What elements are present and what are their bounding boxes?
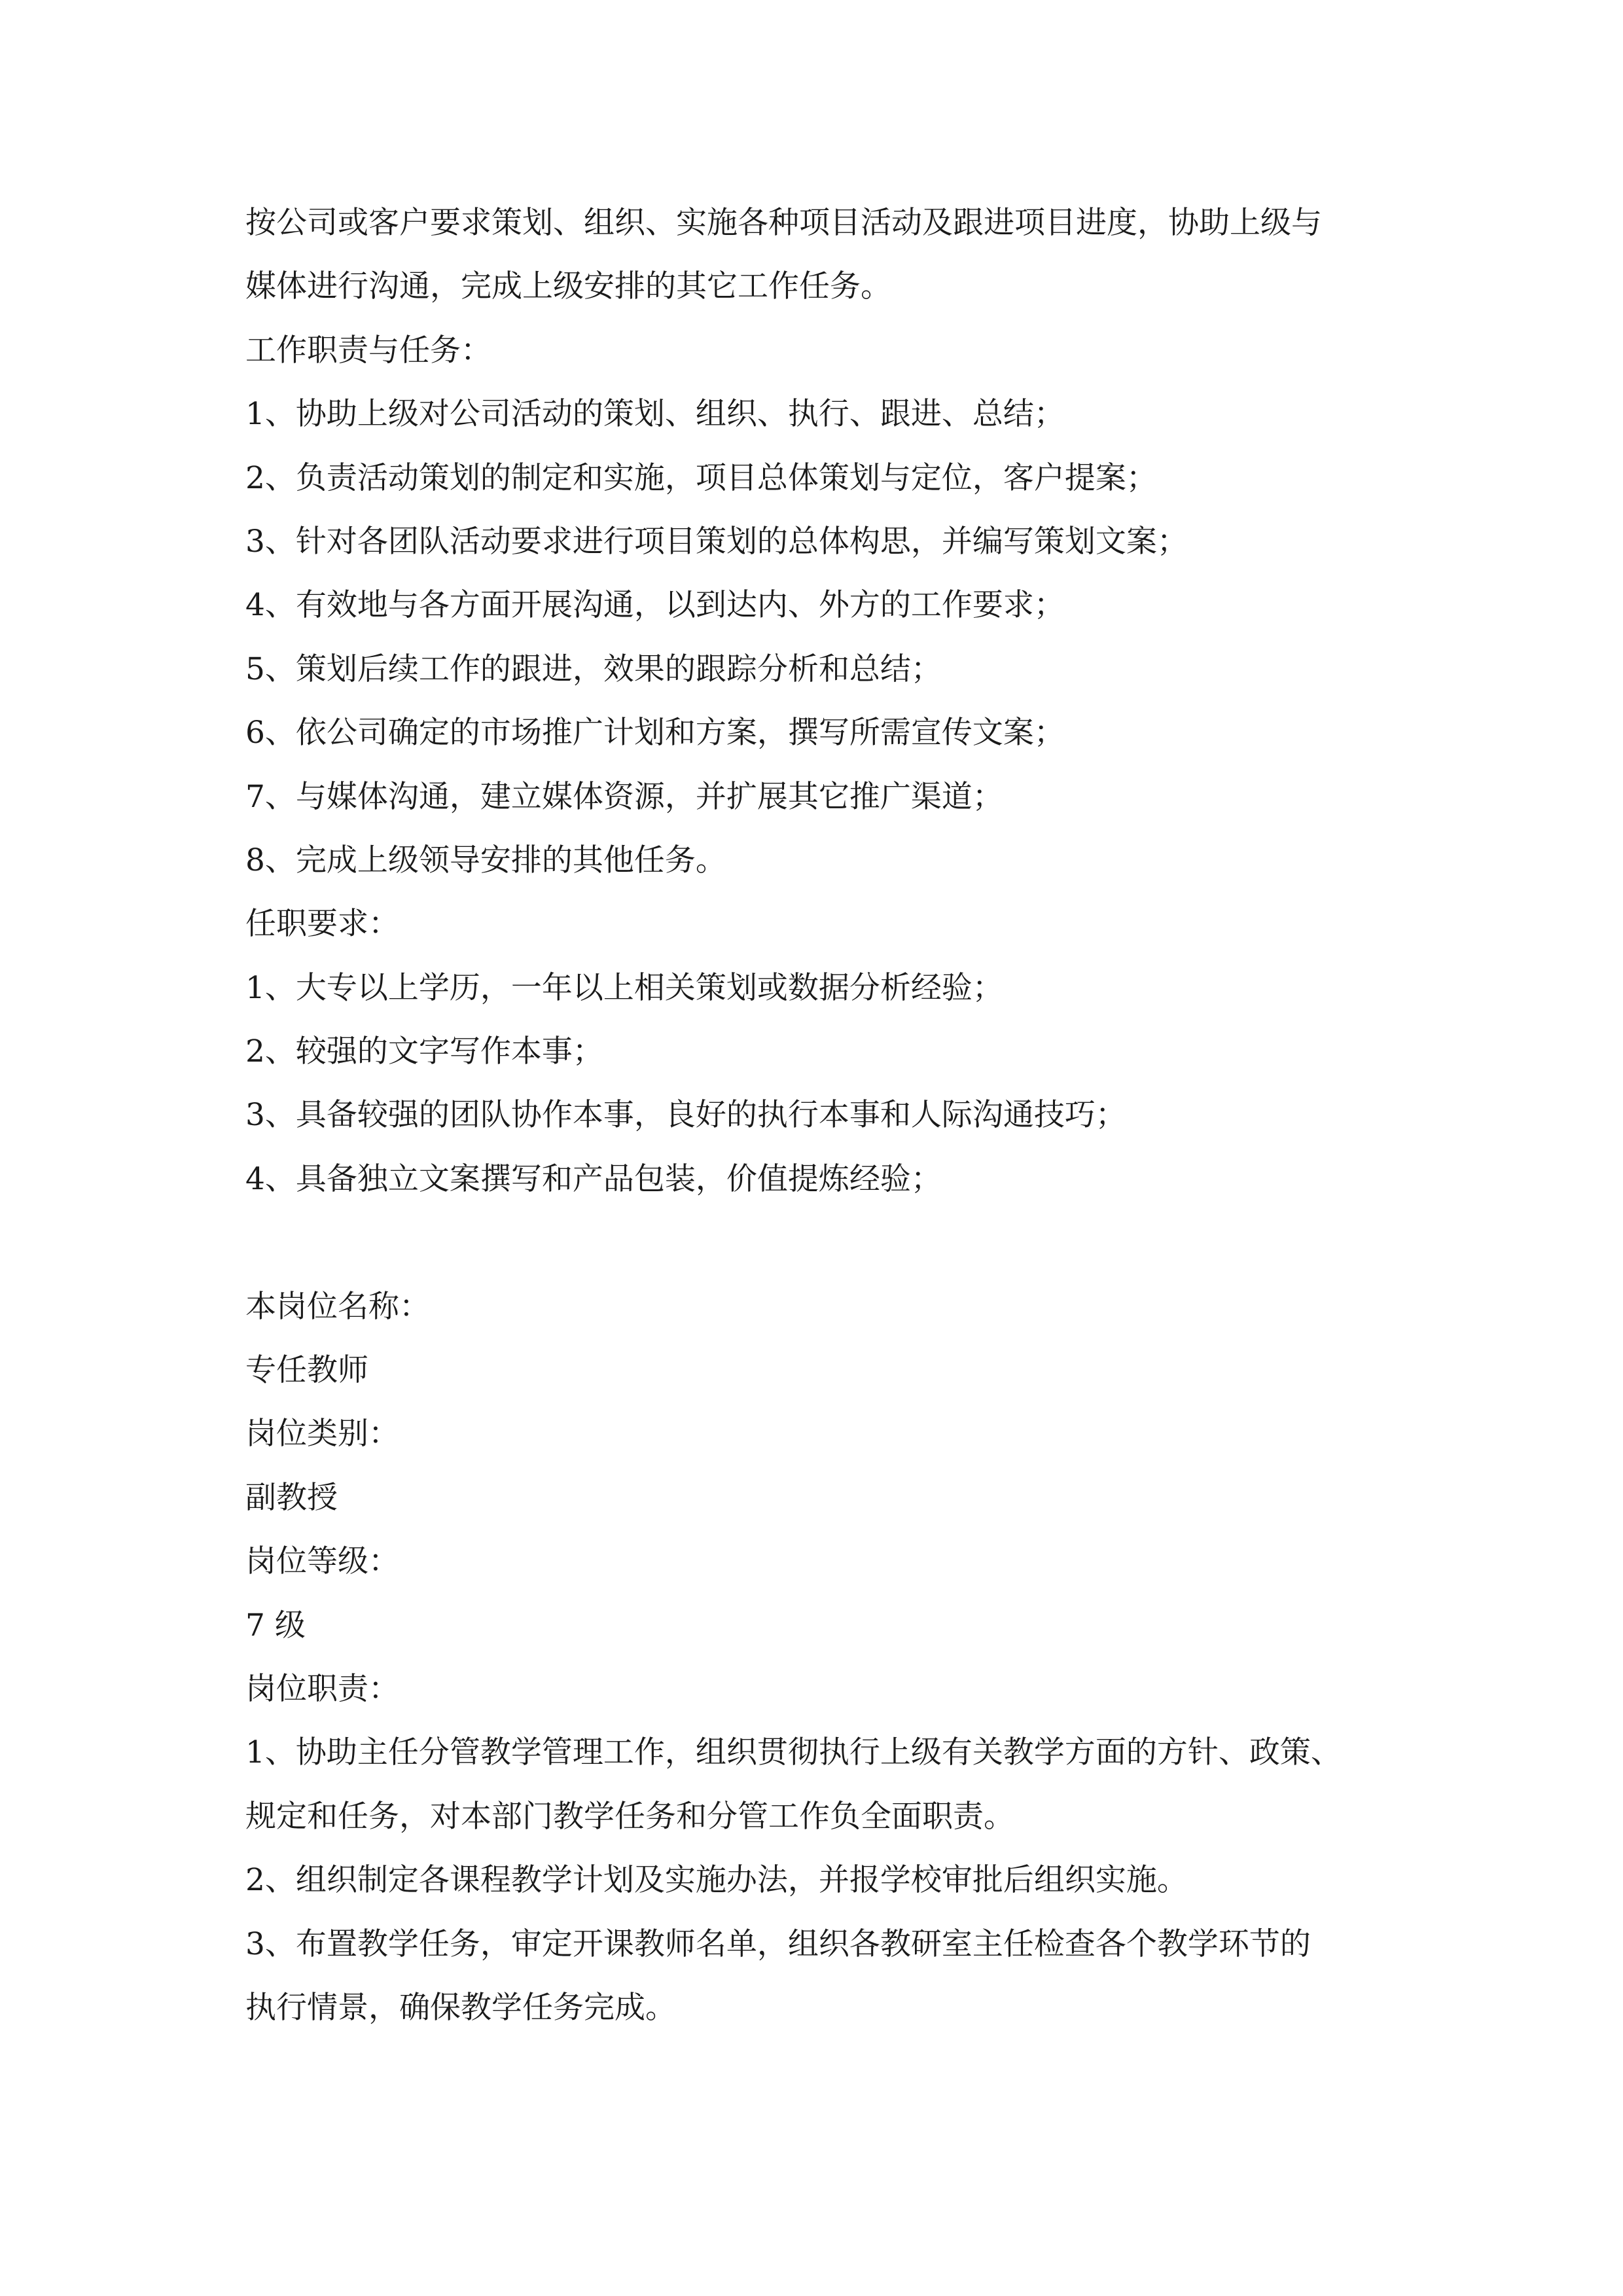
- requirement-item: 1、大专以上学历，一年以上相关策划或数据分析经验；: [245, 969, 1003, 1006]
- position-category-value: 副教授: [245, 1479, 338, 1516]
- blank-line: [245, 1211, 1410, 1274]
- duty-item: 2、负责活动策划的制定和实施，项目总体策划与定位，客户提案；: [245, 459, 1157, 496]
- position-duties-label: 岗位职责：: [245, 1670, 399, 1707]
- duty-item: 1、协助上级对公司活动的策划、组织、执行、跟进、总结；: [245, 396, 1065, 433]
- intro-text: 媒体进行沟通，完成上级安排的其它工作任务。: [245, 268, 891, 305]
- position-grade-label: 岗位等级：: [245, 1543, 399, 1580]
- duty-item: 8、完成上级领导安排的其他任务。: [245, 842, 726, 878]
- duty-item: 3、针对各团队活动要求进行项目策划的总体构思，并编写策划文案；: [245, 523, 1188, 560]
- position-category-label: 岗位类别：: [245, 1416, 399, 1452]
- duty-item: 4、有效地与各方面开展沟通，以到达内、外方的工作要求；: [245, 587, 1065, 624]
- document-body: [245, 191, 1410, 2039]
- intro-text: 按公司或客户要求策划、组织、实施各种项目活动及跟进项目进度，协助上级与: [245, 205, 1322, 241]
- duty-item: 7、与媒体沟通，建立媒体资源，并扩展其它推广渠道；: [245, 778, 1003, 815]
- position-grade-value: 7 级: [245, 1607, 306, 1643]
- requirement-item: 4、具备独立文案撰写和产品包装，价值提炼经验；: [245, 1160, 942, 1197]
- requirements-heading: 任职要求：: [245, 906, 399, 942]
- requirement-item: 3、具备较强的团队协作本事，良好的执行本事和人际沟通技巧；: [245, 1097, 1126, 1134]
- position-duty-item: 执行情景，确保教学任务完成。: [245, 1989, 676, 2026]
- duty-item: 5、策划后续工作的跟进，效果的跟踪分析和总结；: [245, 651, 942, 687]
- position-duty-item: 3、布置教学任务，审定开课教师名单，组织各教研室主任检查各个教学环节的: [245, 1926, 1311, 1962]
- position-duty-item: 1、协助主任分管教学管理工作，组织贯彻执行上级有关教学方面的方针、政策、: [245, 1734, 1342, 1771]
- position-duty-item: 规定和任务，对本部门教学任务和分管工作负全面职责。: [245, 1798, 1014, 1835]
- position-name-label: 本岗位名称：: [245, 1288, 430, 1325]
- duties-heading: 工作职责与任务：: [245, 332, 491, 368]
- position-name-value: 专任教师: [245, 1352, 368, 1389]
- position-duty-item: 2、组织制定各课程教学计划及实施办法，并报学校审批后组织实施。: [245, 1862, 1188, 1899]
- requirement-item: 2、较强的文字写作本事；: [245, 1033, 603, 1070]
- duty-item: 6、依公司确定的市场推广计划和方案，撰写所需宣传文案；: [245, 715, 1065, 751]
